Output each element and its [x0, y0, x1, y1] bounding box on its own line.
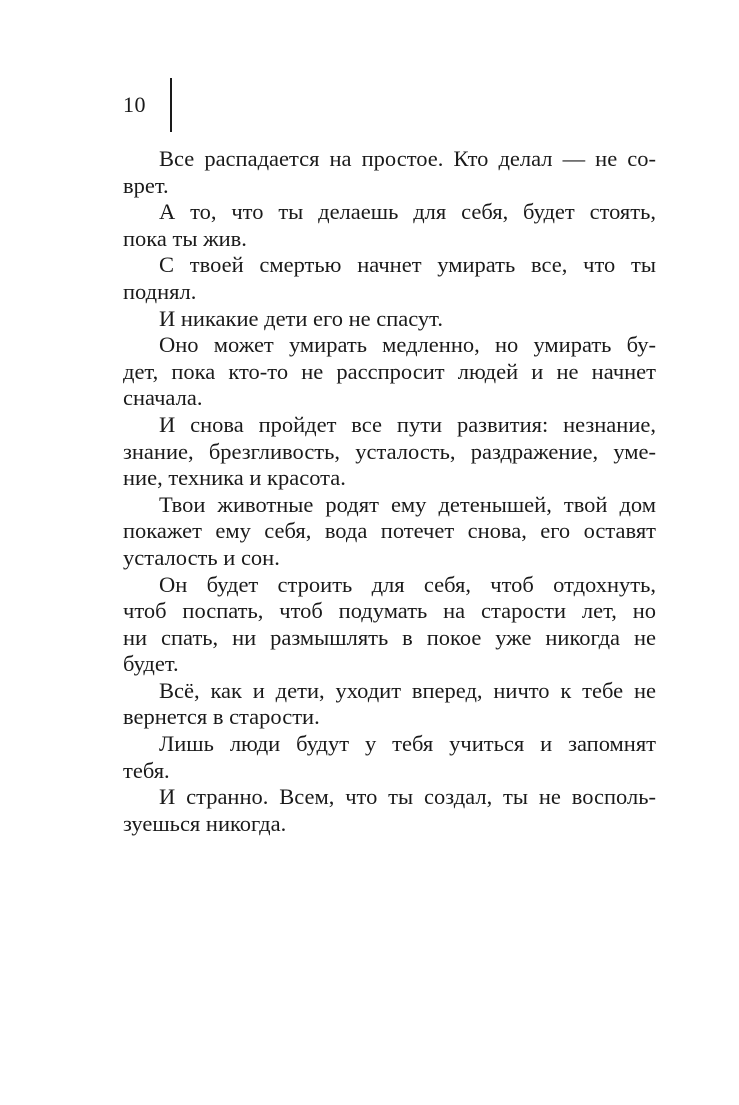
text-line: знание, брезгливость, усталость, раздражение, уме-	[123, 438, 656, 464]
text-line: поднял.	[123, 278, 197, 304]
text-line: А то, что ты делаешь для себя, будет стоять,	[159, 199, 656, 225]
text-line: Лишь люди будут у тебя учиться и запомнят	[159, 731, 656, 757]
text-line: пока ты жив.	[123, 225, 247, 251]
text-line: И снова пройдет все пути развития: незнание,	[159, 411, 656, 437]
text-line: И странно. Всем, что ты создал, ты не восполь-	[159, 784, 656, 810]
page-number: 10	[123, 92, 146, 117]
text-line: Все распадается на простое. Кто делал — не со-	[159, 146, 656, 171]
text-line: дет, пока кто-то не расспросит людей и не начнет	[123, 358, 656, 384]
text-line: Он будет строить для себя, чтоб отдохнуть,	[159, 571, 656, 597]
text-line: сначала.	[123, 385, 203, 411]
text-line: будет.	[123, 651, 179, 677]
text-line: вернется в старости.	[123, 704, 320, 730]
text-line: ние, техника и красота.	[123, 465, 346, 491]
text-line: Всё, как и дети, уходит вперед, ничто к тебе не	[159, 677, 656, 703]
body-text	[123, 146, 656, 837]
text-line: чтоб поспать, чтоб подумать на старости лет, но	[123, 598, 656, 624]
text-line: Твои животные родят ему детенышей, твой дом	[159, 491, 656, 517]
text-line: усталость и сон.	[123, 544, 280, 570]
text-line: С твоей смертью начнет умирать все, что ты	[159, 252, 656, 278]
text-line: ни спать, ни размышлять в покое уже никогда не	[123, 624, 656, 650]
text-line: зуешься никогда.	[123, 810, 287, 836]
text-line: покажет ему себя, вода потечет снова, его оставят	[123, 518, 656, 544]
text-line: тебя.	[123, 757, 170, 783]
text-line: Оно может умирать медленно, но умирать бу-	[159, 332, 656, 358]
text-line: И никакие дети его не спасут.	[159, 305, 443, 331]
header-divider	[170, 78, 172, 132]
text-line: врет.	[123, 172, 169, 198]
